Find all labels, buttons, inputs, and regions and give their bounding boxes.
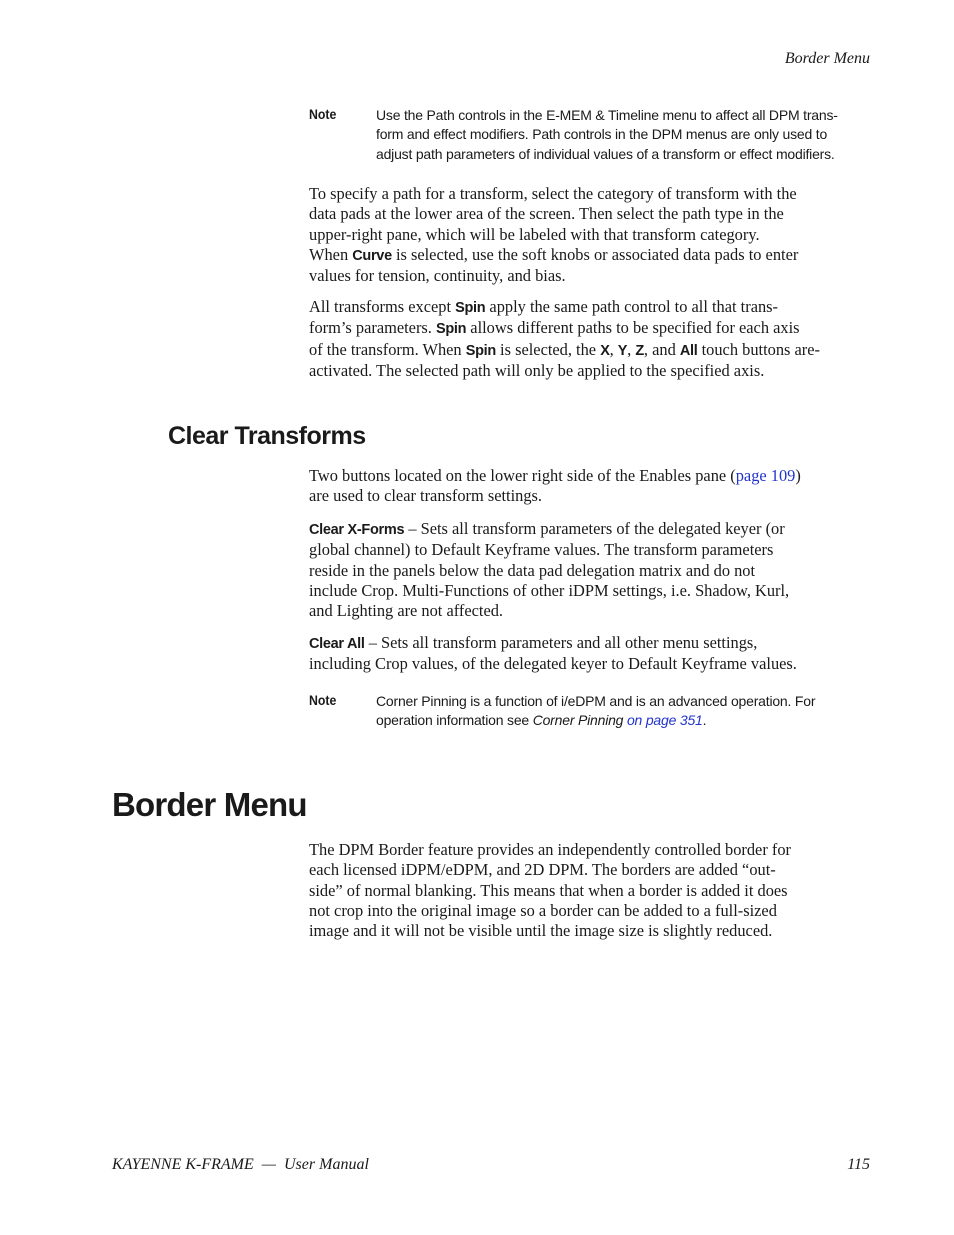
text-line: form’s parameters. Spin allows different paths to be specified for each axis [309,318,800,338]
text-line: upper-right pane, which will be labeled with that transform category. [309,224,760,244]
x-command: X [600,342,610,359]
paragraph-path-spec [309,184,871,286]
text-line: To specify a path for a transform, select the category of transform with the [309,184,797,203]
paragraph-clear-xforms [309,519,871,621]
spin-command: Spin [465,342,496,359]
paragraph-clear-all [309,633,871,675]
text-line: reside in the panels below the data pad delegation matrix and do not [309,560,756,580]
text-line: The DPM Border feature provides an independently controlled border for [309,840,792,859]
page-number: 115 [847,1156,870,1173]
note-line: adjust path parameters of individual values of a transform or effect modifiers. [376,145,835,162]
page-link-109[interactable]: page 109 [735,466,796,485]
text-line: All transforms except Spin apply the same path control to all that trans- [309,297,778,316]
section-heading-border-menu: Border Menu [112,786,307,823]
page-link-351[interactable]: on page 351 [623,712,703,729]
clear-all-command: Clear All [309,636,365,652]
note-line: Use the Path controls in the E-MEM & Timeline menu to affect all DPM trans- [376,107,838,123]
note-text [376,106,838,164]
text-line: include Crop. Multi-Functions of other iDPM settings, i.e. Shadow, Kurl, [309,580,790,600]
paragraph-border-menu [309,840,871,941]
note-line: operation information see Corner Pinning on page 351. [376,712,707,729]
text-line: and Lighting are not affected. [309,601,504,621]
note-line: form and effect modifiers. Path controls in the DPM menus are only used to [376,126,828,143]
running-head: Border Menu [784,50,870,67]
text-line: image and it will not be visible until the image size is slightly reduced. [309,921,773,941]
text-line: global channel) to Default Keyframe values. The transform parameters [309,540,774,560]
note-corner-pinning [309,692,869,731]
note-label: Note [309,106,337,122]
spin-command: Spin [455,300,486,316]
corner-pinning-ref: Corner Pinning [532,712,624,729]
spin-command: Spin [435,321,467,338]
note-line: Corner Pinning is a function of i/eDPM and is an advanced operation. For [376,693,816,709]
text-line: values for tension, continuity, and bias. [309,266,566,286]
footer-title: KAYENNE K-FRAME — User Manual [112,1156,369,1173]
text-line: of the transform. When Spin is selected, the X, Y, Z, and All touch buttons are- [309,339,820,359]
section-heading-clear-transforms: Clear Transforms [168,422,366,450]
z-command: Z [635,342,644,359]
text-line: not crop into the original image so a border can be added to a full-sized [309,900,777,920]
note-label: Note [309,692,337,708]
text-line: When Curve is selected, use the soft knobs or associated data pads to enter [309,244,799,264]
note-path-controls [309,106,869,164]
all-command: All [679,342,698,359]
paragraph-spin [309,297,871,381]
clear-xforms-command: Clear X-Forms [309,522,405,538]
y-command: Y [617,342,628,359]
note-text [376,692,815,731]
text-line: Two buttons located on the lower right side of the Enables pane (page 109) [309,466,801,485]
text-line: including Crop values, of the delegated keyer to Default Keyframe values. [309,654,797,674]
paragraph-clear-intro [309,466,871,507]
text-line: Clear X-Forms – Sets all transform parameters of the delegated keyer (or [309,519,785,538]
curve-command: Curve [352,247,392,264]
text-line: data pads at the lower area of the screen. Then select the path type in the [309,204,784,224]
text-line: side” of normal blanking. This means that when a border is added it does [309,880,788,900]
text-line: are used to clear transform settings. [309,486,543,506]
text-line: activated. The selected path will only be applied to the specified axis. [309,360,765,380]
text-line: Clear All – Sets all transform parameters and all other menu settings, [309,633,758,652]
text-line: each licensed iDPM/eDPM, and 2D DPM. The borders are added “out- [309,860,776,880]
